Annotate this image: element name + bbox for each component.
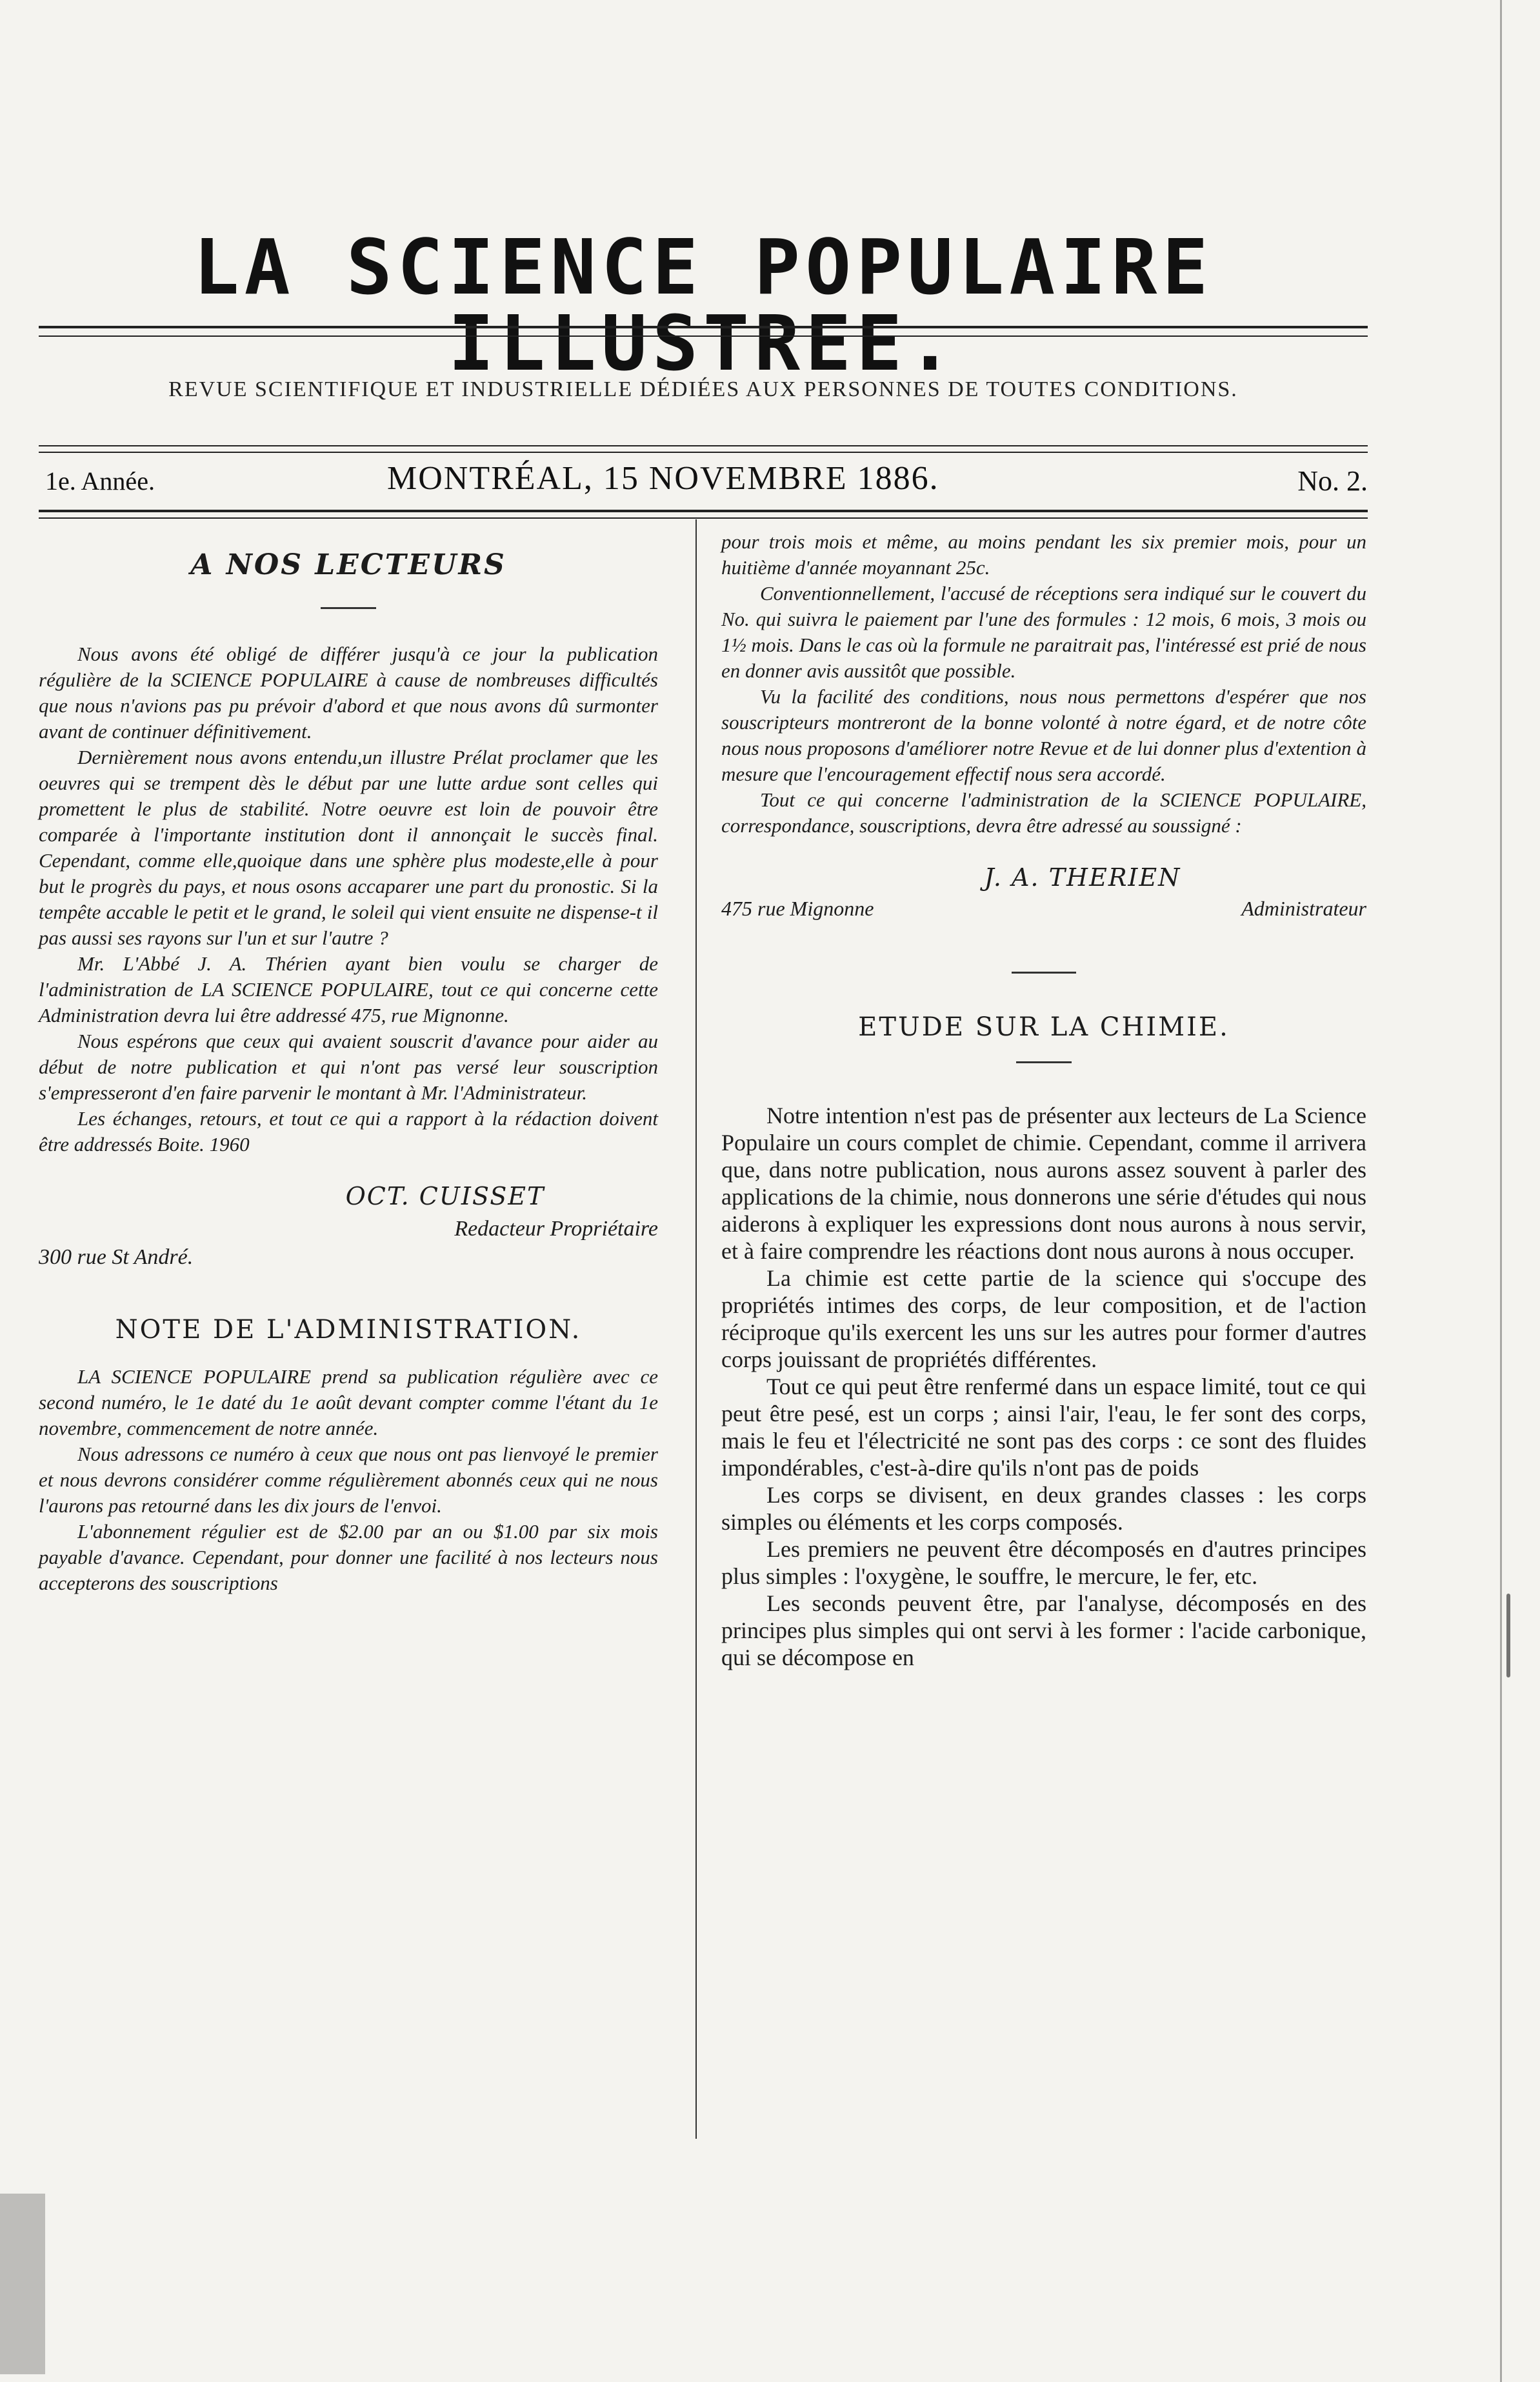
dateline-rule-bottom-thin <box>39 517 1368 519</box>
chemistry-paragraph: Les seconds peuvent être, par l'analyse, décomposés en des principes plus simples qui ont servi à les former : l'acide carbonique, qui se décompose en <box>721 1590 1366 1670</box>
masthead-title: LA SCIENCE POPULAIRE ILLUSTREE. <box>193 223 1214 388</box>
paragraph: Tout ce qui concerne l'administration de la SCIENCE POPULAIRE, correspondance, souscriptions, devra être adressé au soussigné : <box>721 788 1366 837</box>
chemistry-paragraph: Les corps se divisent, en deux grandes classes : les corps simples ou éléments et les corps composés. <box>721 1482 1366 1535</box>
date-label: MONTRÉAL, 15 NOVEMBRE 1886. <box>387 460 939 497</box>
chemistry-paragraph: Notre intention n'est pas de présenter aux lecteurs de La Science Populaire un cours complet de chimie. Cependant, comme il arrivera que, dans notre publication, nous aurons assez souvent à parler des applications de la chimie, nous donnerons une série d'études qui nous aiderons à expliquer les expressions dont nous aurons à nous servir, et à faire comprendre les réactions dont nous aurons à nous occuper. <box>721 1103 1366 1264</box>
right-column <box>721 529 1366 1671</box>
paragraph: pour trois mois et même, au moins pendant les six premier mois, pour un huitième d'année moyannant 25c. <box>721 530 1366 579</box>
signature-title: Administrateur <box>1241 897 1366 920</box>
scan-edge-line <box>1500 0 1502 2382</box>
scan-corner-smudge <box>0 2194 45 2374</box>
paragraph: Nous avons été obligé de différer jusqu'à ce jour la publication régulière de la SCIENCE POPULAIRE à cause de nombreuses difficultés que nous n'avions pas pu prévoir d'abord et que nous avons dû surmonter avant de continuer définitivement. <box>39 643 658 743</box>
paragraph: Vu la facilité des conditions, nous nous permettons d'espérer que nos souscripteurs montreront de la bonne volonté à notre égard, et de notre côte nous nous proposons d'améliorer notre Revue et de lui donner plus d'extention à mesure que l'encouragement effectif nous sera accordé. <box>721 685 1366 785</box>
signature-name: J. A. THERIEN <box>984 863 1181 892</box>
note-heading: NOTE DE L'ADMINISTRATION. <box>115 1315 582 1345</box>
year-label: 1e. Année. <box>45 466 155 495</box>
signature-row <box>721 897 1366 926</box>
note-paragraph: Nous adressons ce numéro à ceux que nous ont pas lienvoyé le premier et nous devrons considérer comme régulièrement abonnés ceux qui ne nous l'aurons pas retourné dans les dix jours de l'envoi. <box>39 1443 658 1517</box>
signature-name: OCT. CUISSET <box>345 1182 545 1210</box>
signature-address: 300 rue St André. <box>39 1245 194 1269</box>
chemistry-paragraph: La chimie est cette partie de la science qui s'occupe des propriétés intimes des corps, de leur composition, et de l'action réciproque qu'ils exercent les uns sur les autres pour former d'autres corps jouissant de propriétés différentes. <box>721 1265 1366 1372</box>
article-heading-lecteurs: A NOS LECTEURS <box>190 548 506 581</box>
chemistry-paragraph: Les premiers ne peuvent être décomposés en d'autres principes plus simples : l'oxygène, le souffre, le mercure, le fer, etc. <box>721 1536 1366 1589</box>
scan-mark <box>1506 1594 1510 1677</box>
paragraph: Les échanges, retours, et tout ce qui a rapport à la rédaction doivent être addressés Boite. 1960 <box>39 1107 658 1156</box>
masthead-subtitle: REVUE SCIENTIFIQUE ET INDUSTRIELLE DÉDIÉES AUX PERSONNES DE TOUTES CONDITIONS. <box>168 377 1238 401</box>
dateline-rule-top <box>39 445 1368 446</box>
dateline <box>39 459 1368 498</box>
masthead-rule <box>39 326 1368 328</box>
note-paragraph: L'abonnement régulier est de $2.00 par an ou $1.00 par six mois payable d'avance. Cependant, pour donner une facilité à nos lecteurs nous accepterons des souscriptions <box>39 1520 658 1594</box>
masthead-rule-thin <box>39 335 1368 337</box>
newspaper-page <box>39 0 1368 2382</box>
heading-dash <box>321 607 376 609</box>
left-column <box>39 548 658 1596</box>
heading-dash <box>1016 1061 1072 1063</box>
paragraph: Mr. L'Abbé J. A. Thérien ayant bien voulu se charger de l'administration de LA SCIENCE POPULAIRE, tout ce qui concerne cette Administration devra lui être addressé 475, rue Mignonne. <box>39 952 658 1026</box>
paragraph: Nous espérons que ceux qui avaient souscrit d'avance pour aider au début de notre publication et qui n'ont pas versé leur souscription s'empresseront d'en faire parvenir le montant à Mr. l'Administrateur. <box>39 1030 658 1104</box>
signature-address: 475 rue Mignonne <box>721 897 874 920</box>
column-divider <box>695 519 697 2139</box>
note-paragraph: LA SCIENCE POPULAIRE prend sa publication régulière avec ce second numéro, le 1e daté du 1e août devant compter comme l'étant du 1e novembre, commencement de notre année. <box>39 1365 658 1439</box>
paragraph: Dernièrement nous avons entendu,un illustre Prélat proclamer que les oeuvres qui se trempent dès le début par une lutte ardue sont celles qui promettent le plus de stabilité. Notre oeuvre est loin de pouvoir être comparée à l'importante institution dont il annonçait le succès final. Cependant, comme elle,quoique dans une sphère plus modeste,elle à pour but le progrès du pays, et nous osons accaparer une part du pronostic. Si la tempête accable le petit et le grand, le soleil qui vient ensuite ne dispense-t il pas aussi ses rayons sur l'un et sur l'autre ? <box>39 746 658 949</box>
dateline-rule-top-thin <box>39 452 1368 453</box>
dateline-rule-bottom <box>39 510 1368 512</box>
paragraph: Conventionnellement, l'accusé de réceptions sera indiqué sur le couvert du No. qui suivra le paiement par l'une des formules : 12 mois, 6 mois, 3 mois ou 1½ mois. Dans le cas où la formule ne paraitrait pas, l'intéressé est prié de nous en donner avis aussitôt que possible. <box>721 582 1366 682</box>
chemistry-heading: ETUDE SUR LA CHIMIE. <box>858 1012 1230 1042</box>
section-dash <box>1012 972 1076 974</box>
chemistry-paragraph: Tout ce qui peut être renfermé dans un espace limité, tout ce qui peut être pesé, est un corps ; ainsi l'air, l'eau, le fer sont des corps, mais le feu et l'électricité ne sont pas des corps : ce sont des fluides impondérables, c'est-à-dire qu'ils n'ont pas de poids <box>721 1374 1366 1481</box>
signature-title: Redacteur Propriétaire <box>454 1217 658 1241</box>
issue-number: No. 2. <box>1297 465 1368 497</box>
